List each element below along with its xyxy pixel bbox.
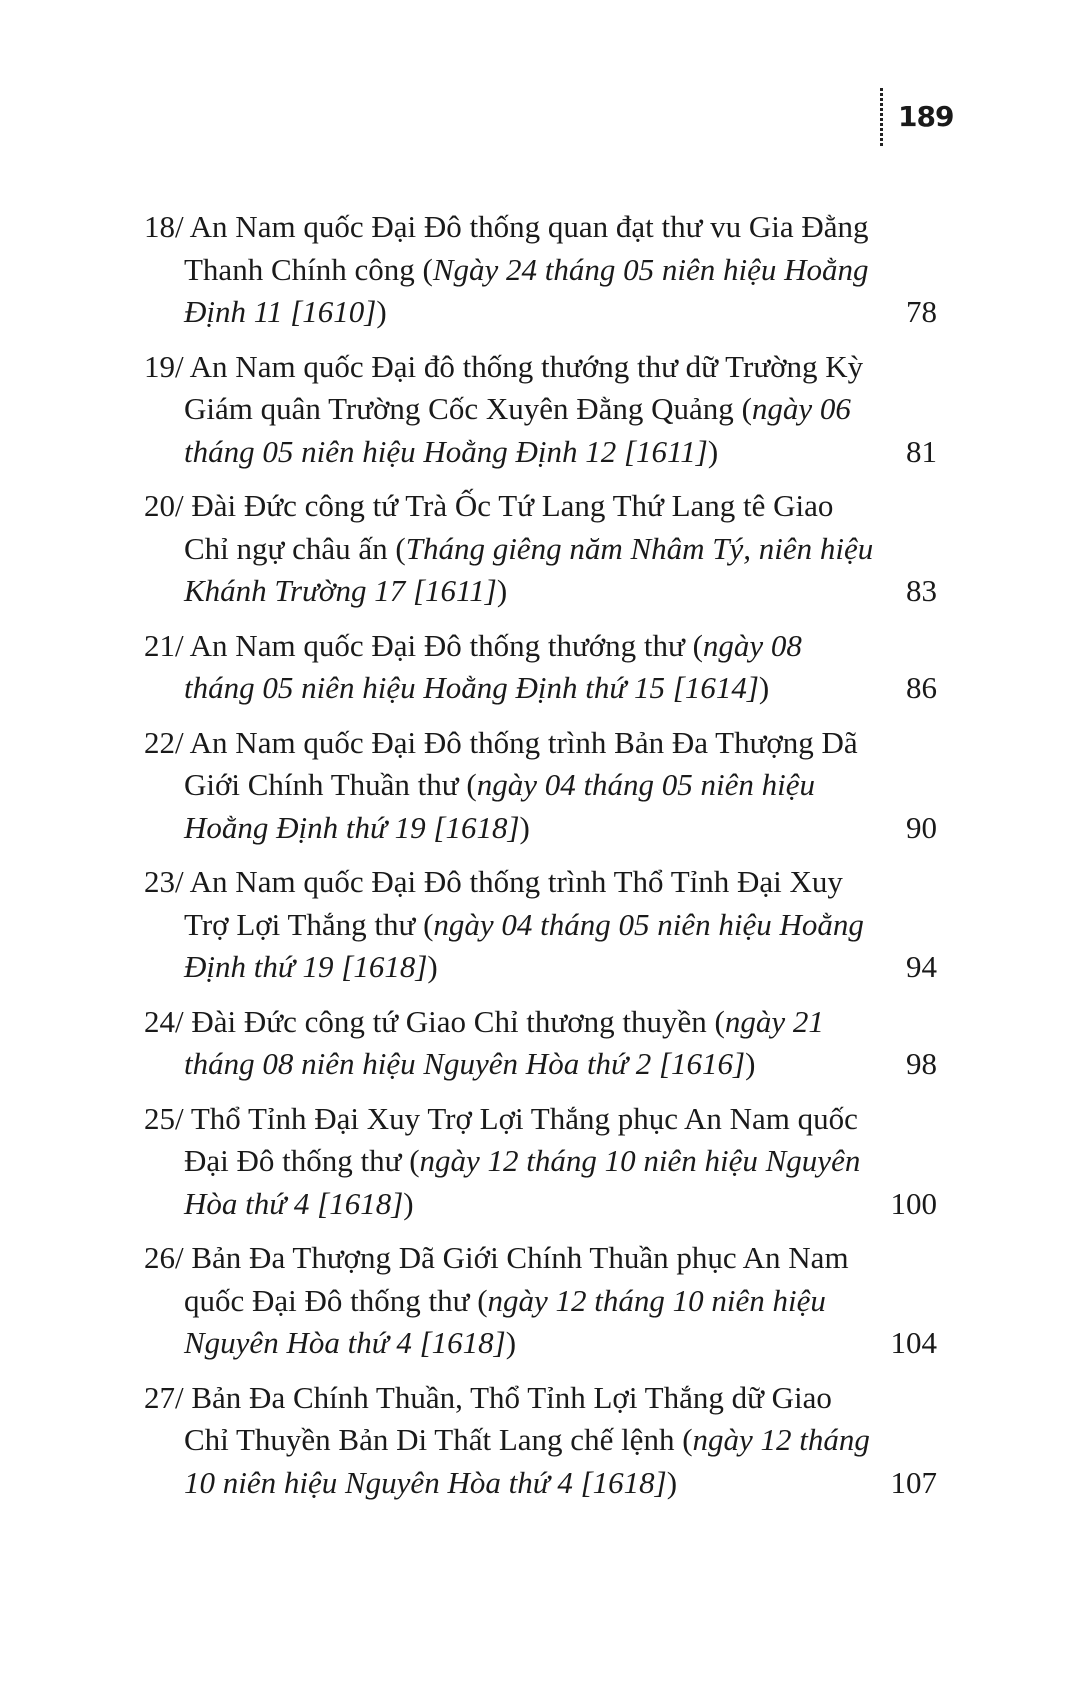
toc-entry-number: 24/ bbox=[144, 1003, 184, 1039]
toc-entry-date: ngày 08 tháng 05 niên hiệu Hoằng Định thứ 15 [1614] bbox=[184, 627, 802, 705]
toc-entry[interactable] bbox=[144, 1098, 944, 1226]
toc-entry-date: ngày 04 tháng 05 niên hiệu Hoằng Định thứ 19 [1618] bbox=[184, 767, 816, 845]
page-number: 189 bbox=[898, 100, 954, 133]
toc-entry[interactable] bbox=[144, 1237, 944, 1365]
toc-entry-title: Đài Đức công tứ Giao Chỉ thương thuyền bbox=[191, 1003, 707, 1039]
toc-entry-text: 22/ An Nam quốc Đại Đô thống trình Bản Đa Thượng Dã Giới Chính Thuần thư (ngày 04 tháng 05 niên hiệu Hoằng Định thứ 19 [1618]) bbox=[144, 724, 858, 845]
toc-entry-date: Tháng giêng năm Nhâm Tý, niên hiệu Khánh Trường 17 [1611] bbox=[184, 530, 874, 608]
toc-entry-title: An Nam quốc Đại Đô thống trình Bản Đa Thượng Dã Giới Chính Thuần thư bbox=[184, 724, 858, 802]
toc-entry-date: ngày 12 tháng 10 niên hiệu Nguyên Hòa thứ 4 [1618] bbox=[184, 1422, 870, 1500]
toc-entry[interactable] bbox=[144, 1001, 944, 1086]
toc-entry-page: 83 bbox=[906, 573, 937, 608]
toc-entry-date: Ngày 24 tháng 05 niên hiệu Hoằng Định 11 [1610] bbox=[184, 251, 869, 329]
toc-entry[interactable] bbox=[144, 346, 944, 474]
toc-entry-text: 18/ An Nam quốc Đại Đô thống quan đạt thư vu Gia Đằng Thanh Chính công (Ngày 24 tháng 05 niên hiệu Hoằng Định 11 [1610]) bbox=[144, 209, 869, 329]
toc-entry[interactable] bbox=[144, 485, 944, 613]
toc-entry-title: An Nam quốc Đại Đô thống trình Thổ Tỉnh Đại Xuy Trợ Lợi Thắng thư bbox=[184, 864, 843, 942]
toc-entry-number: 26/ bbox=[144, 1240, 184, 1275]
toc-entry-page: 107 bbox=[890, 1464, 937, 1500]
toc-entry-number: 22/ bbox=[144, 724, 184, 760]
toc-entry-date: ngày 06 tháng 05 niên hiệu Hoằng Định 12 [1611] bbox=[184, 391, 851, 469]
toc-entry-text: 27/ Bản Đa Chính Thuần, Thổ Tỉnh Lợi Thắng dữ Giao Chỉ Thuyền Bản Di Thất Lang chế lệnh (ngày 12 tháng 10 niên hiệu Nguyên Hòa thứ 4 [1618]) bbox=[144, 1379, 870, 1500]
toc-entry-text: 25/ Thổ Tỉnh Đại Xuy Trợ Lợi Thắng phục An Nam quốc Đại Đô thống thư (ngày 12 tháng 10 niên hiệu Nguyên Hòa thứ 4 [1618]) bbox=[144, 1100, 861, 1221]
toc-entry-page: 98 bbox=[906, 1046, 937, 1081]
toc-entry-text: 24/ Đài Đức công tứ Giao Chỉ thương thuyền (ngày 21 tháng 08 niên hiệu Nguyên Hòa thứ 2 [1616]) bbox=[144, 1003, 824, 1081]
toc-entry-title: Bản Đa Chính Thuần, Thổ Tỉnh Lợi Thắng dữ Giao Chỉ Thuyền Bản Di Thất Lang chế lệnh bbox=[184, 1379, 832, 1457]
toc-entry-number: 27/ bbox=[144, 1379, 184, 1415]
toc-entry-text: 19/ An Nam quốc Đại đô thống thướng thư dữ Trường Kỳ Giám quân Trường Cốc Xuyên Đằng Quảng (ngày 06 tháng 05 niên hiệu Hoằng Định 12 [1611]) bbox=[144, 348, 864, 469]
toc-entry-number: 19/ bbox=[144, 348, 184, 384]
toc-entry-page: 86 bbox=[906, 670, 937, 705]
toc-entry-number: 20/ bbox=[144, 488, 184, 523]
toc-entry-number: 21/ bbox=[144, 627, 184, 663]
toc-entry-date: ngày 12 tháng 10 niên hiệu Nguyên Hòa thứ 4 [1618] bbox=[184, 1143, 861, 1221]
toc-entry-title: An Nam quốc Đại Đô thống thướng thư bbox=[189, 627, 685, 663]
toc-entry-text: 23/ An Nam quốc Đại Đô thống trình Thổ Tỉnh Đại Xuy Trợ Lợi Thắng thư (ngày 04 tháng 05 niên hiệu Hoằng Định thứ 19 [1618]) bbox=[144, 864, 864, 984]
toc-entry-page: 81 bbox=[906, 433, 937, 469]
toc-entry[interactable] bbox=[144, 206, 944, 334]
toc-entry-title: Bản Đa Thượng Dã Giới Chính Thuần phục An Nam quốc Đại Đô thống thư bbox=[184, 1240, 849, 1318]
toc-entry-number: 18/ bbox=[144, 209, 184, 244]
toc-entry[interactable] bbox=[144, 722, 944, 850]
toc-entry-page: 104 bbox=[890, 1325, 937, 1360]
toc-entry-title: Thổ Tỉnh Đại Xuy Trợ Lợi Thắng phục An Nam quốc Đại Đô thống thư bbox=[184, 1100, 858, 1178]
toc-entry-title: An Nam quốc Đại đô thống thướng thư dữ Trường Kỳ Giám quân Trường Cốc Xuyên Đằng Quảng bbox=[184, 348, 864, 426]
toc-entry-title: Đài Đức công tứ Trà Ốc Tứ Lang Thứ Lang tê Giao Chỉ ngự châu ấn bbox=[184, 488, 834, 566]
toc-entry-page: 78 bbox=[906, 294, 937, 329]
toc-entry[interactable] bbox=[144, 861, 944, 989]
toc-entry-date: ngày 12 tháng 10 niên hiệu Nguyên Hòa thứ 4 [1618] bbox=[184, 1282, 826, 1360]
toc-entry-page: 94 bbox=[906, 949, 937, 984]
toc-entry-date: ngày 04 tháng 05 niên hiệu Hoằng Định thứ 19 [1618] bbox=[184, 906, 864, 984]
toc-entry[interactable] bbox=[144, 1377, 944, 1505]
page-number-rule bbox=[880, 88, 883, 148]
toc-entry-number: 23/ bbox=[144, 864, 184, 899]
toc-entry-text: 20/ Đài Đức công tứ Trà Ốc Tứ Lang Thứ Lang tê Giao Chỉ ngự châu ấn (Tháng giêng năm Nhâm Tý, niên hiệu Khánh Trường 17 [1611]) bbox=[144, 488, 874, 608]
toc-entry-date: ngày 21 tháng 08 niên hiệu Nguyên Hòa thứ 2 [1616] bbox=[184, 1003, 824, 1081]
toc-entry[interactable] bbox=[144, 625, 944, 710]
toc-entry-title: An Nam quốc Đại Đô thống quan đạt thư vu Gia Đằng Thanh Chính công bbox=[184, 209, 869, 287]
toc-entry-text: 26/ Bản Đa Thượng Dã Giới Chính Thuần phục An Nam quốc Đại Đô thống thư (ngày 12 tháng 10 niên hiệu Nguyên Hòa thứ 4 [1618]) bbox=[144, 1240, 849, 1360]
toc-entry-number: 25/ bbox=[144, 1100, 184, 1136]
toc-entry-page: 90 bbox=[906, 809, 937, 845]
toc-entry-text: 21/ An Nam quốc Đại Đô thống thướng thư (ngày 08 tháng 05 niên hiệu Hoằng Định thứ 15 [1614]) bbox=[144, 627, 802, 705]
table-of-contents bbox=[144, 206, 944, 1516]
toc-entry-page: 100 bbox=[890, 1185, 937, 1221]
